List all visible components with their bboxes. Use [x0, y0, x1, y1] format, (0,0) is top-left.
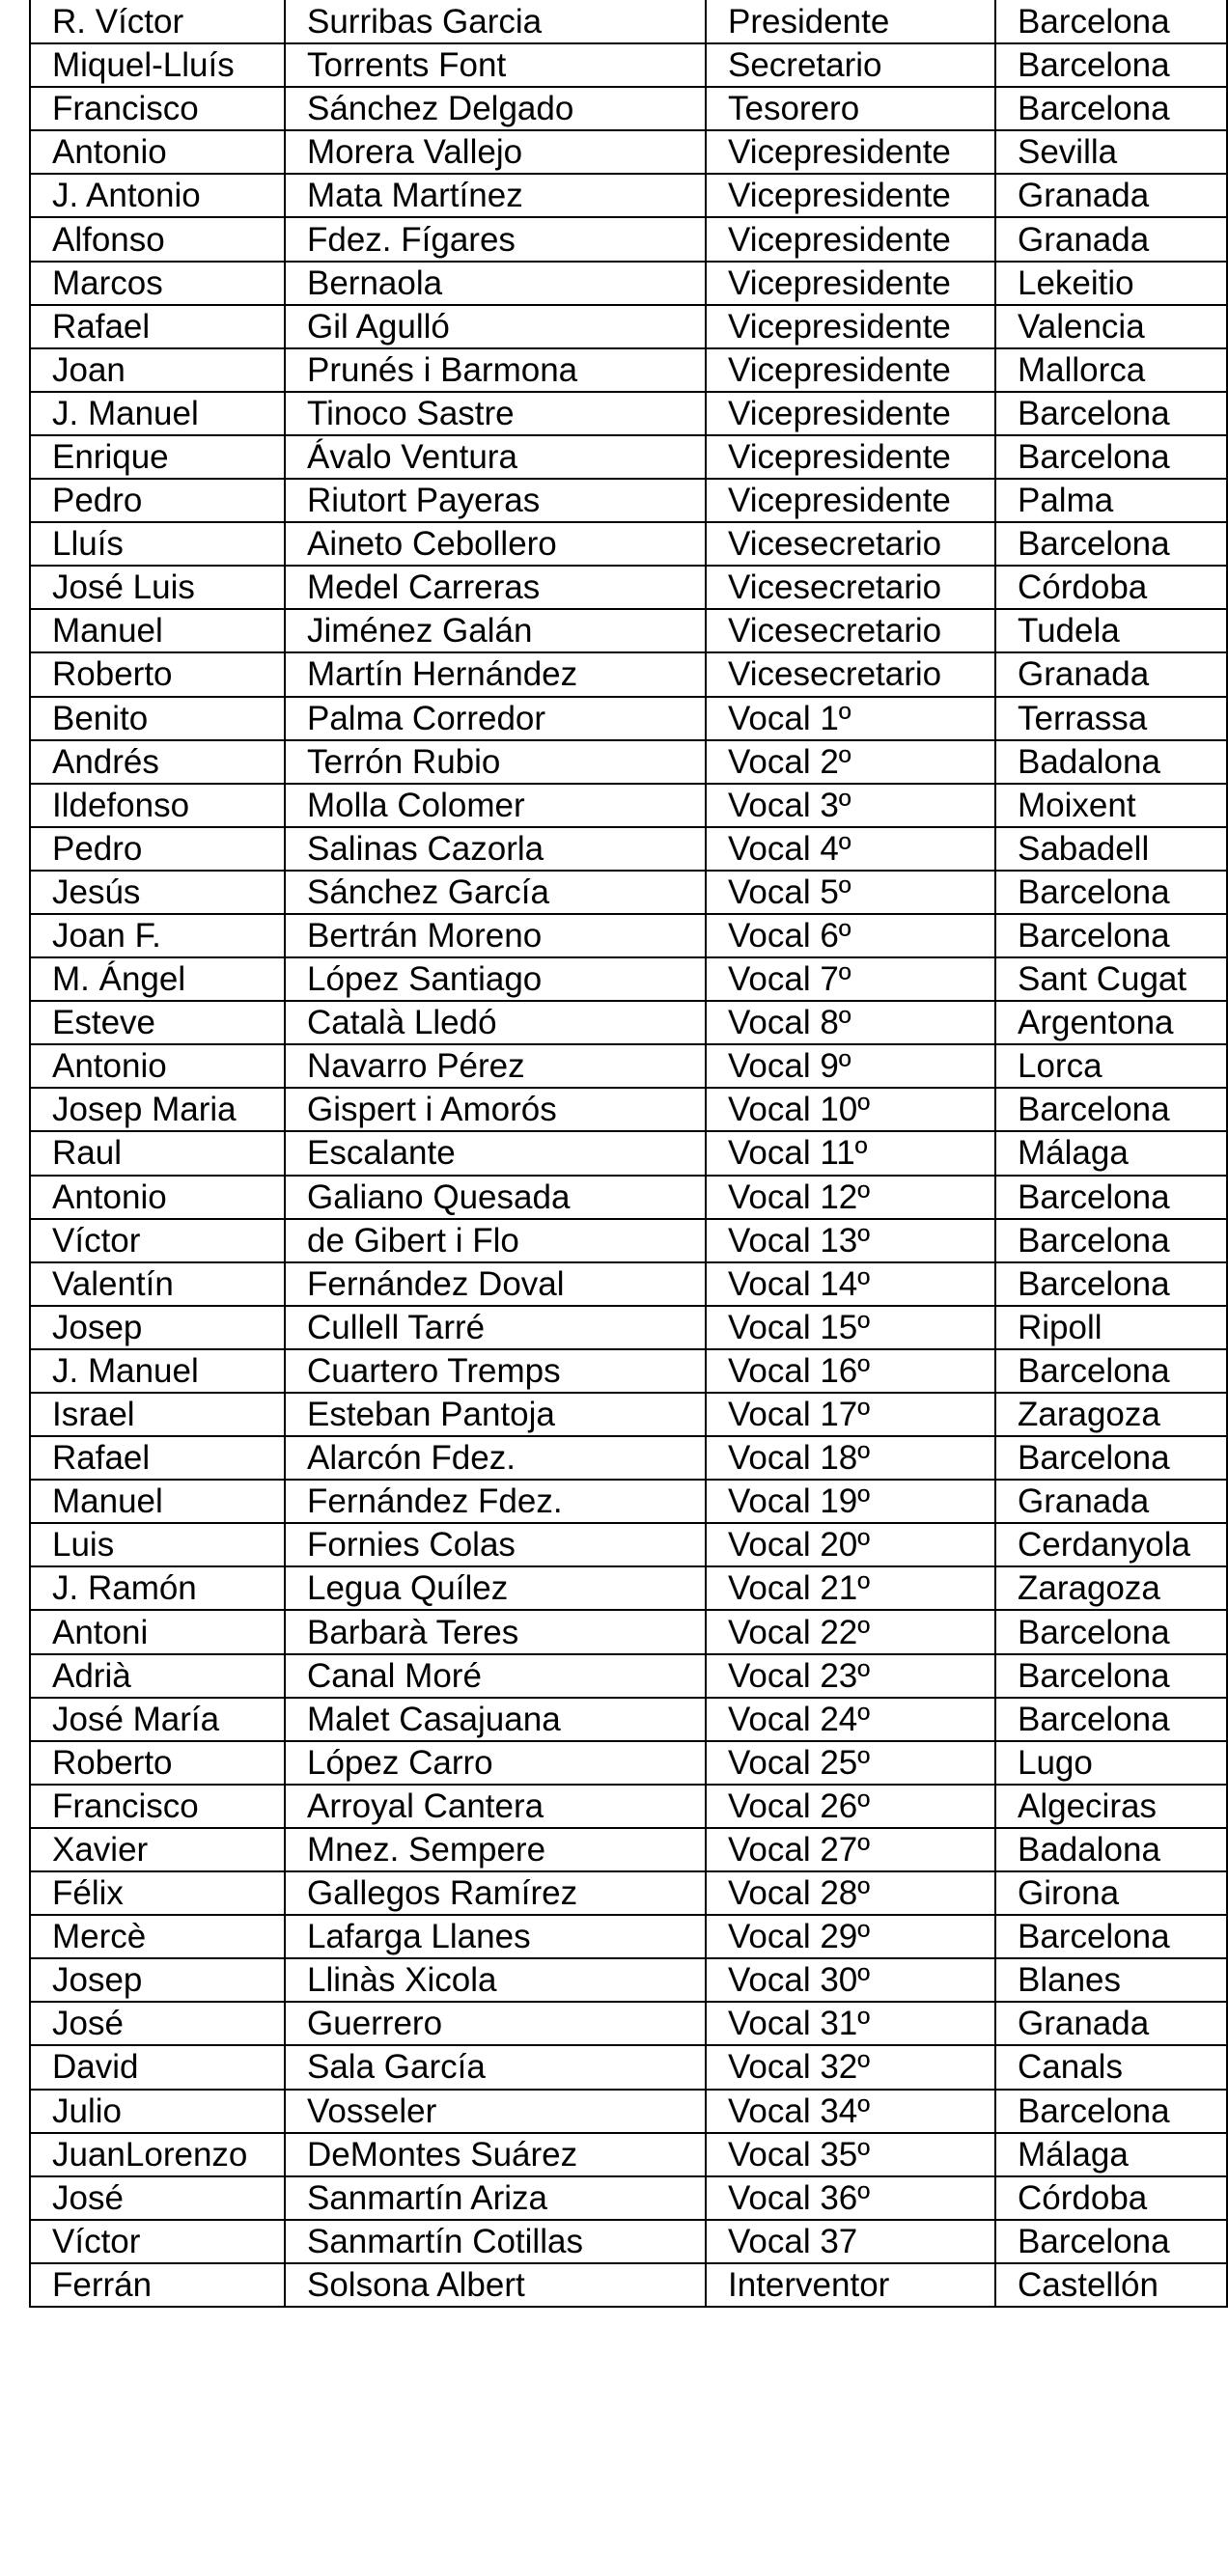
table-row: [30, 1610, 1227, 1653]
board-members-table: [29, 0, 1228, 2308]
city-cell: Barcelona: [995, 1349, 1227, 1393]
first-name-cell: Raul: [30, 1131, 285, 1175]
table-row: [30, 174, 1227, 217]
first-name-cell: José Luis: [30, 566, 285, 609]
table-row: [30, 217, 1227, 261]
surname-cell: Galiano Quesada: [285, 1176, 706, 1219]
first-name-cell: Rafael: [30, 1436, 285, 1480]
surname-cell: López Santiago: [285, 957, 706, 1001]
surname-cell: de Gibert i Flo: [285, 1219, 706, 1262]
first-name-cell: Manuel: [30, 1480, 285, 1523]
role-cell: Vicepresidente: [706, 217, 995, 261]
role-cell: Vicesecretario: [706, 566, 995, 609]
role-cell: Vocal 29º: [706, 1915, 995, 1958]
first-name-cell: R. Víctor: [30, 0, 285, 43]
role-cell: Vocal 3º: [706, 784, 995, 827]
surname-cell: Gallegos Ramírez: [285, 1871, 706, 1915]
table-row: [30, 1871, 1227, 1915]
surname-cell: Sanmartín Ariza: [285, 2176, 706, 2220]
first-name-cell: Enrique: [30, 435, 285, 479]
table-row: [30, 522, 1227, 566]
role-cell: Vocal 35º: [706, 2133, 995, 2176]
city-cell: Badalona: [995, 1828, 1227, 1871]
surname-cell: Bernaola: [285, 262, 706, 305]
table-row: [30, 305, 1227, 348]
role-cell: Secretario: [706, 43, 995, 87]
table-row: [30, 1741, 1227, 1785]
table-row: [30, 1654, 1227, 1698]
first-name-cell: Marcos: [30, 262, 285, 305]
table-row: [30, 1915, 1227, 1958]
city-cell: Barcelona: [995, 1436, 1227, 1480]
surname-cell: Terrón Rubio: [285, 740, 706, 784]
surname-cell: Ávalo Ventura: [285, 435, 706, 479]
city-cell: Badalona: [995, 740, 1227, 784]
role-cell: Vicepresidente: [706, 262, 995, 305]
city-cell: Palma: [995, 479, 1227, 522]
table-row: [30, 392, 1227, 435]
first-name-cell: Xavier: [30, 1828, 285, 1871]
first-name-cell: Ildefonso: [30, 784, 285, 827]
table-row: [30, 1349, 1227, 1393]
table-row: [30, 1436, 1227, 1480]
table-row: [30, 652, 1227, 696]
city-cell: Mallorca: [995, 348, 1227, 392]
first-name-cell: Ferrán: [30, 2263, 285, 2307]
city-cell: Terrassa: [995, 697, 1227, 740]
surname-cell: Navarro Pérez: [285, 1044, 706, 1088]
first-name-cell: Jesús: [30, 871, 285, 914]
surname-cell: Barbarà Teres: [285, 1610, 706, 1653]
role-cell: Vocal 20º: [706, 1523, 995, 1566]
city-cell: Barcelona: [995, 1088, 1227, 1131]
surname-cell: Gil Agulló: [285, 305, 706, 348]
city-cell: Málaga: [995, 1131, 1227, 1175]
role-cell: Vocal 21º: [706, 1566, 995, 1610]
role-cell: Vocal 12º: [706, 1176, 995, 1219]
role-cell: Vocal 6º: [706, 914, 995, 957]
role-cell: Vicepresidente: [706, 305, 995, 348]
city-cell: Barcelona: [995, 2090, 1227, 2133]
first-name-cell: Rafael: [30, 305, 285, 348]
city-cell: Cerdanyola: [995, 1523, 1227, 1566]
surname-cell: Riutort Payeras: [285, 479, 706, 522]
city-cell: Barcelona: [995, 1698, 1227, 1741]
role-cell: Vocal 14º: [706, 1262, 995, 1306]
city-cell: Barcelona: [995, 871, 1227, 914]
role-cell: Vocal 27º: [706, 1828, 995, 1871]
table-row: [30, 1785, 1227, 1828]
table-row: [30, 1698, 1227, 1741]
city-cell: Málaga: [995, 2133, 1227, 2176]
surname-cell: Legua Quílez: [285, 1566, 706, 1610]
role-cell: Vocal 8º: [706, 1001, 995, 1044]
surname-cell: Mnez. Sempere: [285, 1828, 706, 1871]
role-cell: Vocal 37: [706, 2220, 995, 2263]
role-cell: Vocal 7º: [706, 957, 995, 1001]
surname-cell: Medel Carreras: [285, 566, 706, 609]
city-cell: Barcelona: [995, 87, 1227, 130]
city-cell: Barcelona: [995, 1610, 1227, 1653]
table-row: [30, 87, 1227, 130]
board-members-table-body: [30, 0, 1227, 2307]
table-row: [30, 697, 1227, 740]
table-row: [30, 1044, 1227, 1088]
city-cell: Castellón: [995, 2263, 1227, 2307]
role-cell: Vocal 34º: [706, 2090, 995, 2133]
role-cell: Vicepresidente: [706, 130, 995, 174]
city-cell: Barcelona: [995, 1176, 1227, 1219]
table-row: [30, 1219, 1227, 1262]
city-cell: Barcelona: [995, 392, 1227, 435]
table-row: [30, 1393, 1227, 1436]
first-name-cell: Mercè: [30, 1915, 285, 1958]
city-cell: Lekeitio: [995, 262, 1227, 305]
city-cell: Barcelona: [995, 1915, 1227, 1958]
role-cell: Vocal 30º: [706, 1958, 995, 2002]
first-name-cell: Valentín: [30, 1262, 285, 1306]
surname-cell: Sánchez García: [285, 871, 706, 914]
table-row: [30, 1001, 1227, 1044]
first-name-cell: Félix: [30, 1871, 285, 1915]
role-cell: Tesorero: [706, 87, 995, 130]
first-name-cell: Alfonso: [30, 217, 285, 261]
first-name-cell: Antonio: [30, 130, 285, 174]
role-cell: Vocal 36º: [706, 2176, 995, 2220]
table-row: [30, 957, 1227, 1001]
role-cell: Vocal 16º: [706, 1349, 995, 1393]
surname-cell: Aineto Cebollero: [285, 522, 706, 566]
first-name-cell: Adrià: [30, 1654, 285, 1698]
role-cell: Vicepresidente: [706, 392, 995, 435]
surname-cell: Salinas Cazorla: [285, 827, 706, 871]
city-cell: Córdoba: [995, 2176, 1227, 2220]
role-cell: Vicesecretario: [706, 522, 995, 566]
first-name-cell: José María: [30, 1698, 285, 1741]
role-cell: Vocal 28º: [706, 1871, 995, 1915]
city-cell: Barcelona: [995, 2220, 1227, 2263]
table-row: [30, 2263, 1227, 2307]
city-cell: Algeciras: [995, 1785, 1227, 1828]
surname-cell: Sanmartín Cotillas: [285, 2220, 706, 2263]
table-row: [30, 740, 1227, 784]
first-name-cell: J. Manuel: [30, 1349, 285, 1393]
city-cell: Sant Cugat: [995, 957, 1227, 1001]
city-cell: Barcelona: [995, 0, 1227, 43]
table-row: [30, 1958, 1227, 2002]
city-cell: Tudela: [995, 609, 1227, 652]
city-cell: Lorca: [995, 1044, 1227, 1088]
surname-cell: López Carro: [285, 1741, 706, 1785]
first-name-cell: Antonio: [30, 1176, 285, 1219]
surname-cell: Fernández Doval: [285, 1262, 706, 1306]
role-cell: Vocal 18º: [706, 1436, 995, 1480]
surname-cell: Gispert i Amorós: [285, 1088, 706, 1131]
first-name-cell: Benito: [30, 697, 285, 740]
first-name-cell: J. Ramón: [30, 1566, 285, 1610]
first-name-cell: Roberto: [30, 652, 285, 696]
first-name-cell: Víctor: [30, 2220, 285, 2263]
role-cell: Vocal 17º: [706, 1393, 995, 1436]
surname-cell: Cuartero Tremps: [285, 1349, 706, 1393]
city-cell: Zaragoza: [995, 1566, 1227, 1610]
first-name-cell: David: [30, 2045, 285, 2089]
surname-cell: Jiménez Galán: [285, 609, 706, 652]
role-cell: Vocal 15º: [706, 1306, 995, 1349]
surname-cell: Prunés i Barmona: [285, 348, 706, 392]
surname-cell: Sala García: [285, 2045, 706, 2089]
first-name-cell: Antonio: [30, 1044, 285, 1088]
role-cell: Vocal 25º: [706, 1741, 995, 1785]
table-row: [30, 2002, 1227, 2045]
role-cell: Vocal 11º: [706, 1131, 995, 1175]
surname-cell: Llinàs Xicola: [285, 1958, 706, 2002]
first-name-cell: Joan F.: [30, 914, 285, 957]
first-name-cell: Julio: [30, 2090, 285, 2133]
table-row: [30, 1523, 1227, 1566]
table-row: [30, 43, 1227, 87]
first-name-cell: Andrés: [30, 740, 285, 784]
table-row: [30, 1176, 1227, 1219]
surname-cell: Surribas Garcia: [285, 0, 706, 43]
first-name-cell: J. Antonio: [30, 174, 285, 217]
table-row: [30, 784, 1227, 827]
role-cell: Vicepresidente: [706, 174, 995, 217]
surname-cell: Alarcón Fdez.: [285, 1436, 706, 1480]
surname-cell: Torrents Font: [285, 43, 706, 87]
table-row: [30, 1088, 1227, 1131]
role-cell: Vicesecretario: [706, 652, 995, 696]
city-cell: Sevilla: [995, 130, 1227, 174]
surname-cell: Malet Casajuana: [285, 1698, 706, 1741]
city-cell: Córdoba: [995, 566, 1227, 609]
first-name-cell: Francisco: [30, 1785, 285, 1828]
role-cell: Vocal 32º: [706, 2045, 995, 2089]
first-name-cell: J. Manuel: [30, 392, 285, 435]
city-cell: Moixent: [995, 784, 1227, 827]
surname-cell: Solsona Albert: [285, 2263, 706, 2307]
surname-cell: Vosseler: [285, 2090, 706, 2133]
table-row: [30, 2176, 1227, 2220]
role-cell: Presidente: [706, 0, 995, 43]
table-row: [30, 1306, 1227, 1349]
city-cell: Granada: [995, 1480, 1227, 1523]
role-cell: Vocal 31º: [706, 2002, 995, 2045]
table-row: [30, 1131, 1227, 1175]
table-row: [30, 609, 1227, 652]
first-name-cell: Manuel: [30, 609, 285, 652]
table-row: [30, 566, 1227, 609]
surname-cell: Mata Martínez: [285, 174, 706, 217]
role-cell: Vicepresidente: [706, 435, 995, 479]
role-cell: Vocal 10º: [706, 1088, 995, 1131]
surname-cell: Català Lledó: [285, 1001, 706, 1044]
role-cell: Vocal 19º: [706, 1480, 995, 1523]
surname-cell: Tinoco Sastre: [285, 392, 706, 435]
table-row: [30, 1566, 1227, 1610]
table-row: [30, 2090, 1227, 2133]
surname-cell: Fernández Fdez.: [285, 1480, 706, 1523]
table-row: [30, 914, 1227, 957]
first-name-cell: Lluís: [30, 522, 285, 566]
city-cell: Barcelona: [995, 1262, 1227, 1306]
city-cell: Lugo: [995, 1741, 1227, 1785]
surname-cell: Arroyal Cantera: [285, 1785, 706, 1828]
surname-cell: Escalante: [285, 1131, 706, 1175]
surname-cell: Sánchez Delgado: [285, 87, 706, 130]
surname-cell: Guerrero: [285, 2002, 706, 2045]
first-name-cell: José: [30, 2002, 285, 2045]
surname-cell: Cullell Tarré: [285, 1306, 706, 1349]
first-name-cell: Roberto: [30, 1741, 285, 1785]
city-cell: Valencia: [995, 305, 1227, 348]
city-cell: Girona: [995, 1871, 1227, 1915]
table-row: [30, 2045, 1227, 2089]
city-cell: Barcelona: [995, 435, 1227, 479]
first-name-cell: Miquel-Lluís: [30, 43, 285, 87]
first-name-cell: Josep: [30, 1958, 285, 2002]
city-cell: Barcelona: [995, 1219, 1227, 1262]
city-cell: Granada: [995, 217, 1227, 261]
first-name-cell: Joan: [30, 348, 285, 392]
table-row: [30, 871, 1227, 914]
city-cell: Ripoll: [995, 1306, 1227, 1349]
role-cell: Vocal 9º: [706, 1044, 995, 1088]
role-cell: Vicepresidente: [706, 479, 995, 522]
surname-cell: Fdez. Fígares: [285, 217, 706, 261]
surname-cell: Esteban Pantoja: [285, 1393, 706, 1436]
table-row: [30, 0, 1227, 43]
first-name-cell: Francisco: [30, 87, 285, 130]
city-cell: Granada: [995, 652, 1227, 696]
role-cell: Vocal 26º: [706, 1785, 995, 1828]
city-cell: Blanes: [995, 1958, 1227, 2002]
city-cell: Canals: [995, 2045, 1227, 2089]
city-cell: Granada: [995, 174, 1227, 217]
first-name-cell: Josep Maria: [30, 1088, 285, 1131]
first-name-cell: Pedro: [30, 827, 285, 871]
first-name-cell: Israel: [30, 1393, 285, 1436]
table-row: [30, 1262, 1227, 1306]
city-cell: Argentona: [995, 1001, 1227, 1044]
first-name-cell: M. Ángel: [30, 957, 285, 1001]
surname-cell: Molla Colomer: [285, 784, 706, 827]
role-cell: Vocal 1º: [706, 697, 995, 740]
first-name-cell: Antoni: [30, 1610, 285, 1653]
surname-cell: Bertrán Moreno: [285, 914, 706, 957]
table-row: [30, 2220, 1227, 2263]
first-name-cell: Víctor: [30, 1219, 285, 1262]
city-cell: Barcelona: [995, 43, 1227, 87]
table-row: [30, 1828, 1227, 1871]
first-name-cell: Josep: [30, 1306, 285, 1349]
role-cell: Vocal 13º: [706, 1219, 995, 1262]
city-cell: Barcelona: [995, 914, 1227, 957]
table-row: [30, 435, 1227, 479]
role-cell: Interventor: [706, 2263, 995, 2307]
table-row: [30, 827, 1227, 871]
first-name-cell: Pedro: [30, 479, 285, 522]
table-row: [30, 2133, 1227, 2176]
surname-cell: Morera Vallejo: [285, 130, 706, 174]
city-cell: Sabadell: [995, 827, 1227, 871]
first-name-cell: José: [30, 2176, 285, 2220]
role-cell: Vocal 2º: [706, 740, 995, 784]
role-cell: Vocal 23º: [706, 1654, 995, 1698]
role-cell: Vicesecretario: [706, 609, 995, 652]
surname-cell: Palma Corredor: [285, 697, 706, 740]
role-cell: Vicepresidente: [706, 348, 995, 392]
city-cell: Barcelona: [995, 522, 1227, 566]
city-cell: Granada: [995, 2002, 1227, 2045]
first-name-cell: Esteve: [30, 1001, 285, 1044]
surname-cell: Fornies Colas: [285, 1523, 706, 1566]
surname-cell: Martín Hernández: [285, 652, 706, 696]
table-row: [30, 348, 1227, 392]
surname-cell: Lafarga Llanes: [285, 1915, 706, 1958]
first-name-cell: Luis: [30, 1523, 285, 1566]
surname-cell: DeMontes Suárez: [285, 2133, 706, 2176]
role-cell: Vocal 5º: [706, 871, 995, 914]
table-row: [30, 1480, 1227, 1523]
first-name-cell: JuanLorenzo: [30, 2133, 285, 2176]
role-cell: Vocal 24º: [706, 1698, 995, 1741]
role-cell: Vocal 22º: [706, 1610, 995, 1653]
role-cell: Vocal 4º: [706, 827, 995, 871]
surname-cell: Canal Moré: [285, 1654, 706, 1698]
table-row: [30, 130, 1227, 174]
city-cell: Barcelona: [995, 1654, 1227, 1698]
table-row: [30, 479, 1227, 522]
table-row: [30, 262, 1227, 305]
city-cell: Zaragoza: [995, 1393, 1227, 1436]
